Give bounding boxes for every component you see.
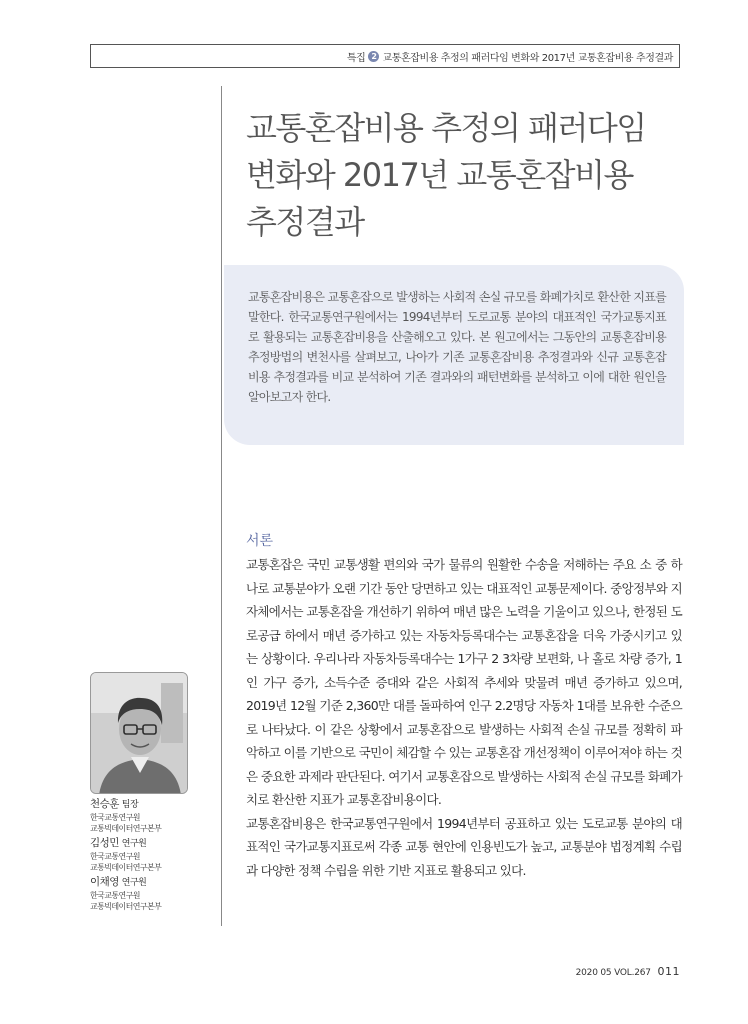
- author-list: [90, 797, 220, 912]
- author-org: 한국교통연구원: [90, 891, 140, 900]
- body-paragraph: 교통혼잡은 국민 교통생활 편의와 국가 물류의 원활한 수송을 저해하는 주요 소 중 하나로 교통분야가 오랜 기간 동안 당면하고 있는 대표적인 교통문제이다. 중앙정부와 지자체에서는 교통혼잡을 개선하기 위하여 매년 많은 노력을 기울이고 있으나, 한정된 도로공급 하에서 매년 증가하고 있는 자동차등록대수는 교통혼잡을 더욱 가중시키고 있는 상황이다. 우리나라 자동차등록대수는 1가구 2 3차량 보편화, 나 홀로 차량 증가, 1인 가구 증가, 소득수준 증대와 같은 사회적 추세와 맞물려 매년 증가하고 있으며, 2019년 12월 기준 2,360만 대를 돌파하여 인구 2.2명당 자동차 1대를 보유한 수준으로 나타났다. 이 같은 상황에서 교통혼잡으로 발생하는 사회적 손실 규모를 정확히 파악하고 이를 기반으로 국민이 체감할 수 있는 교통혼잡 개선정책이 이루어져야 하는 것은 중요한 과제라 판단된다. 여기서 교통혼잡으로 발생하는 사회적 손실 규모를 화폐가치로 환산한 지표가 교통혼잡비용이다.: [246, 557, 682, 807]
- body-paragraph: 교통혼잡비용은 한국교통연구원에서 1994년부터 공표하고 있는 도로교통 분야의 대표적인 국가교통지표로써 각종 교통 현안에 인용빈도가 높고, 교통분야 법정계획 수립과 다양한 정책 수립을 위한 기반 지표로 활용되고 있다.: [246, 815, 682, 878]
- header-number-badge: 2: [368, 51, 379, 62]
- author-role: 연구원: [121, 878, 147, 888]
- author-name: 천승훈: [90, 798, 119, 810]
- author-name: 김성민: [90, 837, 119, 849]
- author-dept: 교통빅데이터연구본부: [90, 902, 162, 911]
- header-text: 교통혼잡비용 추정의 패러다임 변화와 2017년 교통혼잡비용 추정결과: [382, 52, 673, 64]
- author-photo: [90, 672, 188, 794]
- author-dept: 교통빅데이터연구본부: [90, 863, 162, 872]
- author-role: 팀장: [121, 800, 139, 810]
- author-name: 이채영: [90, 876, 119, 888]
- title-line: 추정결과: [246, 203, 364, 241]
- article-title: [246, 105, 676, 246]
- author-portrait-image: [91, 673, 188, 794]
- page-number: 011: [657, 965, 680, 978]
- running-header: [90, 44, 680, 68]
- page-footer: [576, 965, 680, 978]
- section-title: 서론: [246, 533, 274, 549]
- author-dept: 교통빅데이터연구본부: [90, 824, 162, 833]
- abstract-box: [224, 265, 684, 445]
- author-org: 한국교통연구원: [90, 813, 140, 822]
- author-entry: [90, 797, 220, 834]
- author-org: 한국교통연구원: [90, 852, 140, 861]
- issue-info: 2020 05 VOL.267: [575, 968, 651, 978]
- article-body: [246, 553, 682, 882]
- header-tag: 특집: [346, 52, 366, 64]
- abstract-text: 교통혼잡비용은 교통혼잡으로 발생하는 사회적 손실 규모를 화폐가치로 환산한 지표를 말한다. 한국교통연구원에서는 1994년부터 도로교통 분야의 대표적인 국가교통지표로 활용되는 교통혼잡비용을 산출해오고 있다. 본 원고에서는 그동안의 교통혼잡비용 추정방법의 변천사를 살펴보고, 나아가 기존 교통혼잡비용 추정결과와 신규 교통혼잡비용 추정결과를 비교 분석하여 기존 결과와의 패턴변화를 분석하고 이에 대한 원인을 알아보고자 한다.: [248, 290, 666, 404]
- author-role: 연구원: [121, 839, 147, 849]
- author-entry: [90, 875, 220, 912]
- title-line: 변화와 2017년 교통혼잡비용: [246, 156, 633, 194]
- author-entry: [90, 836, 220, 873]
- column-divider: [221, 86, 222, 926]
- title-line: 교통혼잡비용 추정의 패러다임: [246, 109, 646, 147]
